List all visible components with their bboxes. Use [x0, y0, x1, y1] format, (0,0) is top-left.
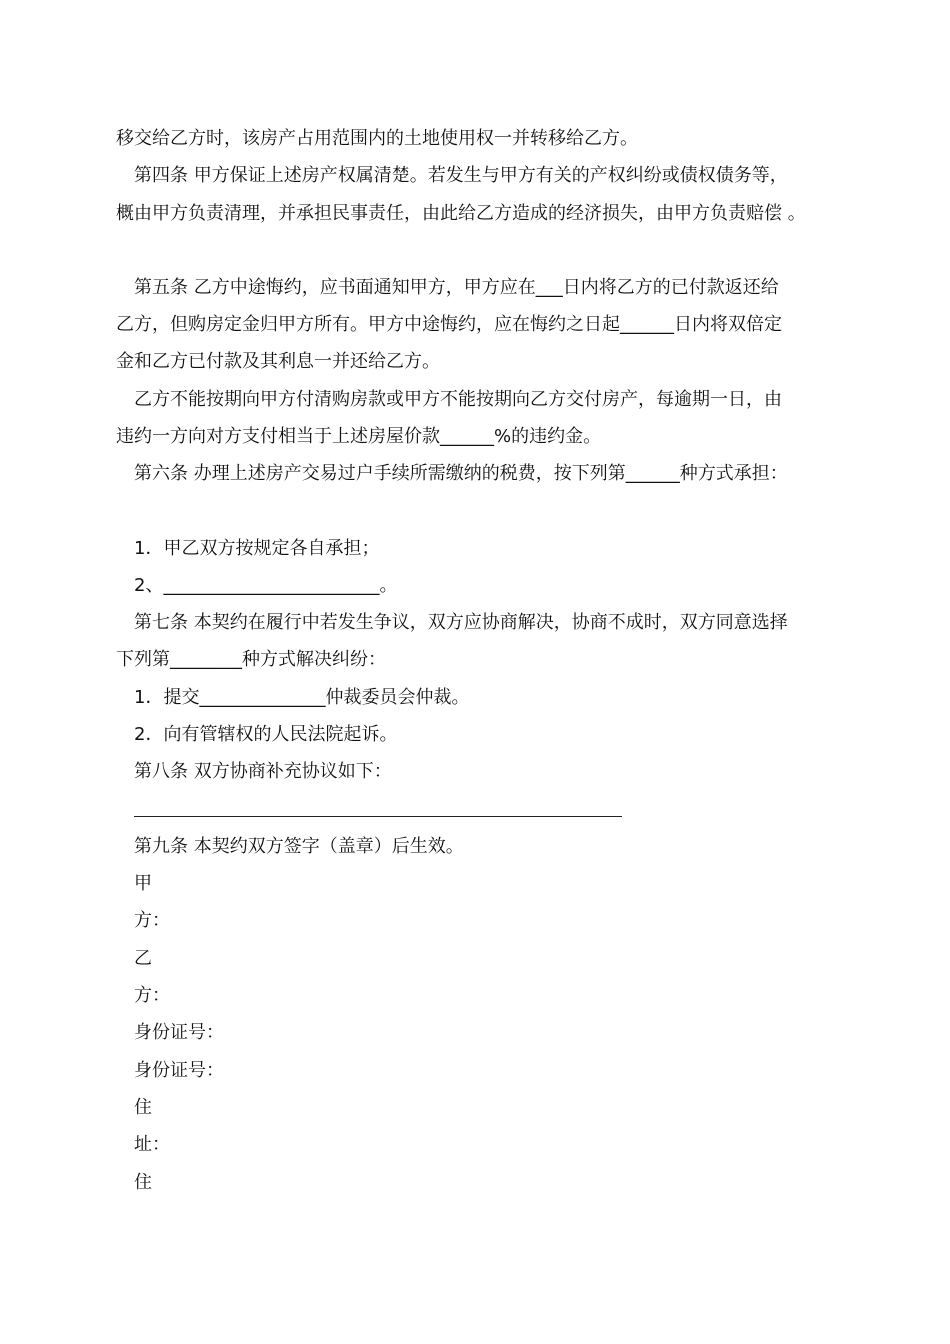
article-9-title: 第九条 本契约双方签字（盖章）后生效。: [134, 836, 464, 857]
article-8-title: 第八条 双方协商补充协议如下：: [134, 761, 392, 782]
text-line: 下列第________种方式解决纠纷：: [116, 649, 386, 670]
text-line: 乙方不能按期向甲方付清购房款或甲方不能按期向乙方交付房产，每逾期一日，由: [134, 389, 782, 410]
list-item: 1．提交______________仲裁委员会仲裁。: [134, 687, 470, 708]
party-a-label: 甲: [134, 873, 152, 894]
article-5-title: 第五条 乙方中途悔约，应书面通知甲方，甲方应在___日内将乙方的已付款返还给: [134, 277, 779, 298]
list-item: 1．甲乙双方按规定各自承担；: [134, 538, 380, 559]
address-label: 住: [134, 1172, 152, 1193]
id-number-label: 身份证号：: [134, 1060, 224, 1081]
list-item: 2、________________________。: [134, 575, 398, 596]
text-line: 概由甲方负责清理，并承担民事责任，由此给乙方造成的经济损失，由甲方负责赔偿 。: [116, 203, 806, 224]
party-b-label: 方：: [134, 985, 170, 1006]
id-number-label: 身份证号：: [134, 1022, 224, 1043]
party-a-label: 方：: [134, 910, 170, 931]
text-line: 违约一方向对方支付相当于上述房屋价款______%的违约金。: [116, 426, 602, 447]
text-line: 移交给乙方时，该房产占用范围内的土地使用权一并转移给乙方。: [116, 128, 638, 149]
list-item: 2．向有管辖权的人民法院起诉。: [134, 724, 398, 745]
article-7-title: 第七条 本契约在履行中若发生争议，双方应协商解决，协商不成时，双方同意选择: [134, 612, 788, 633]
supplement-blank-line: [134, 816, 622, 817]
address-label: 址：: [134, 1134, 170, 1155]
address-label: 住: [134, 1097, 152, 1118]
text-line: 金和乙方已付款及其利息一并还给乙方。: [116, 351, 440, 372]
article-6-title: 第六条 办理上述房产交易过户手续所需缴纳的税费，按下列第______种方式承担：: [134, 463, 788, 484]
party-b-label: 乙: [134, 948, 152, 969]
text-line: 乙方，但购房定金归甲方所有。甲方中途悔约，应在悔约之日起______日内将双倍定: [116, 314, 782, 335]
article-4-title: 第四条 甲方保证上述房产权属清楚。若发生与甲方有关的产权纠纷或债权债务等，: [134, 165, 788, 186]
